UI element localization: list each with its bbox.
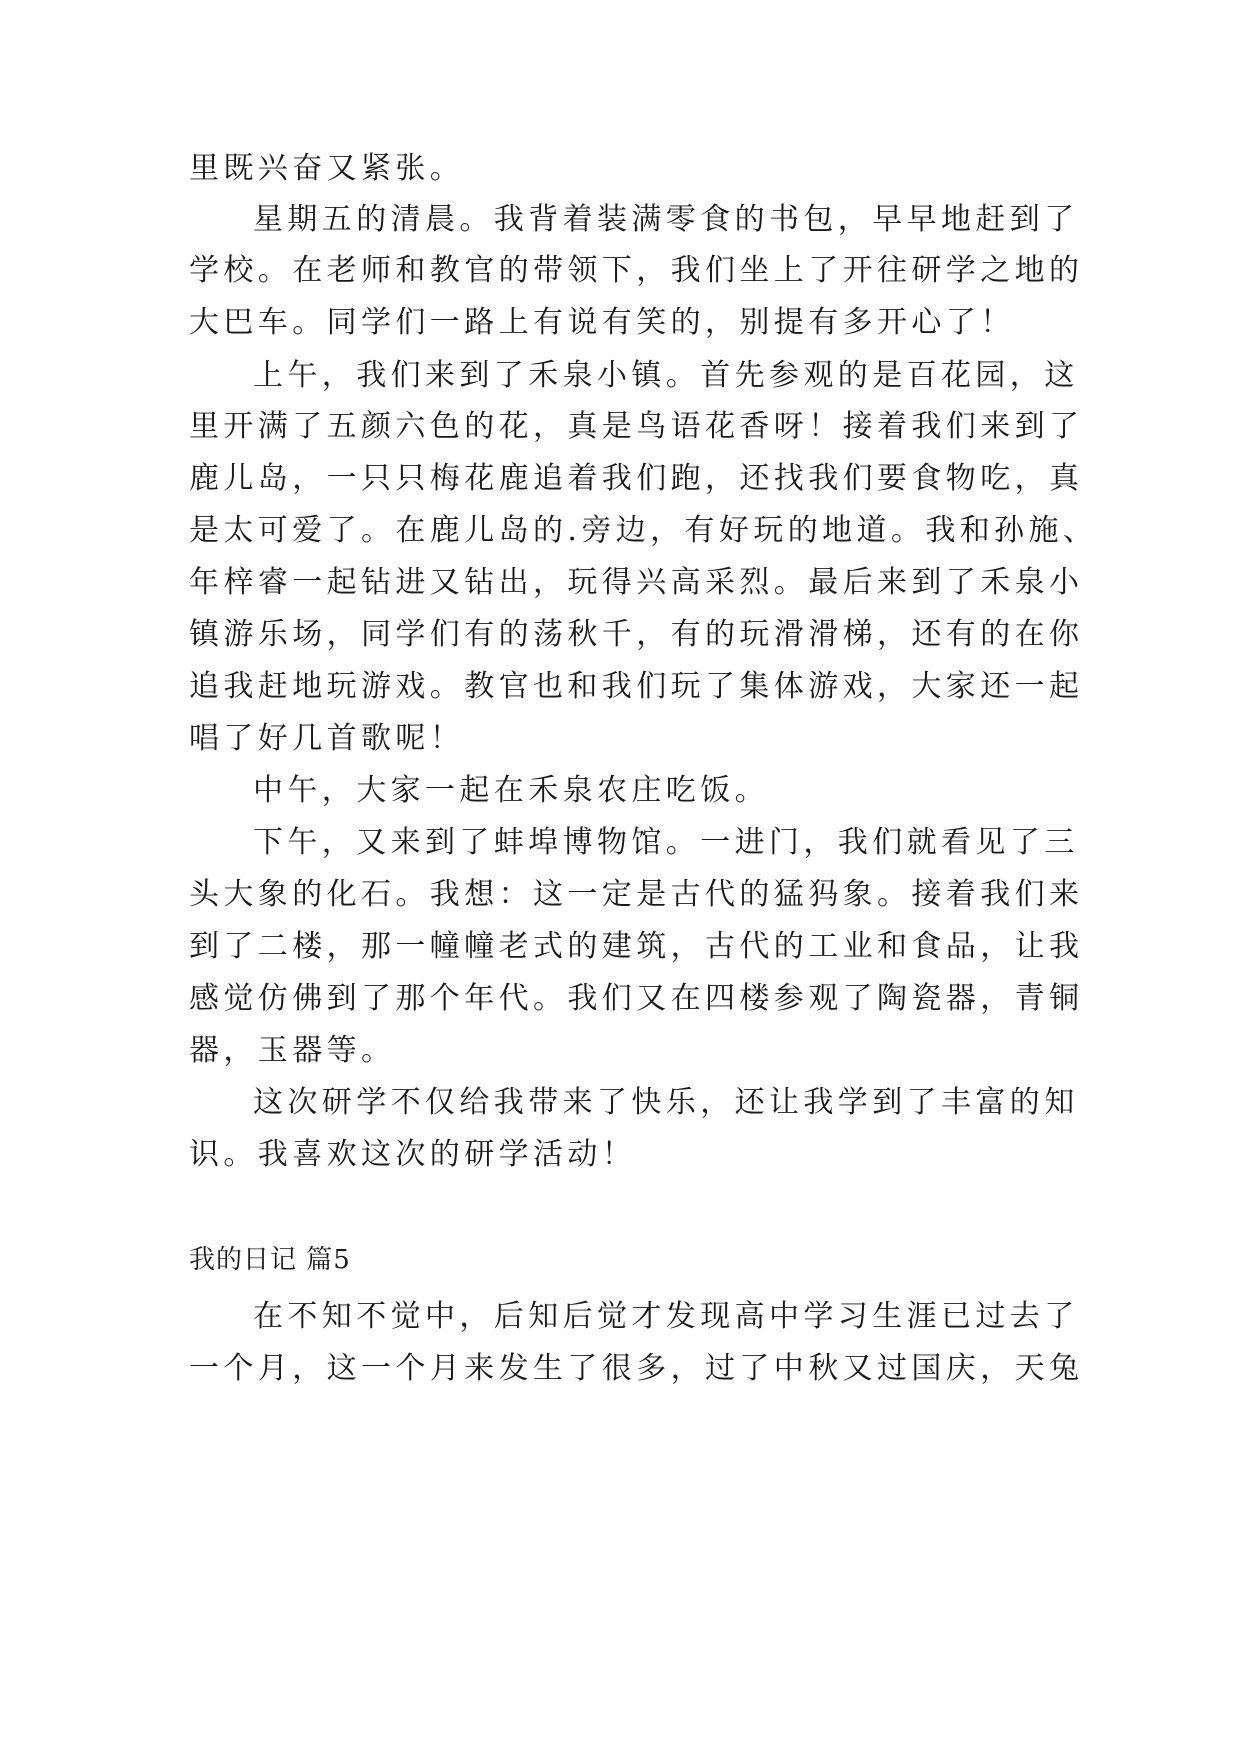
text-line: 学校。在老师和教官的带领下，我们坐上了开往研学之地的 (189, 253, 1084, 288)
paragraph-first-line: 在不知不觉中，后知后觉才发现高中学习生涯已过去了 (253, 1299, 1079, 1334)
text-line: 追我赶地玩游戏。教官也和我们玩了集体游戏，大家还一起 (189, 669, 1084, 704)
text-line: 到了二楼，那一幢幢老式的建筑，古代的工业和食品，让我 (189, 929, 1084, 964)
text-line: 一个月，这一个月来发生了很多，过了中秋又过国庆，天兔 (189, 1351, 1084, 1386)
paragraph-first-line: 这次研学不仅给我带来了快乐，还让我学到了丰富的知 (253, 1085, 1079, 1120)
text-line: 是太可爱了。在鹿儿岛的.旁边，有好玩的地道。我和孙施、 (189, 513, 1098, 548)
paragraph-first-line: 中午，大家一起在禾泉农庄吃饭。 (253, 773, 769, 808)
text-line: 感觉仿佛到了那个年代。我们又在四楼参观了陶瓷器，青铜 (189, 981, 1084, 1016)
text-line: 唱了好几首歌呢！ (189, 721, 465, 756)
text-line: 镇游乐场，同学们有的荡秋千，有的玩滑滑梯，还有的在你 (189, 617, 1084, 652)
text-line: 年梓睿一起钻进又钻出，玩得兴高采烈。最后来到了禾泉小 (189, 565, 1084, 600)
text-line: 里既兴奋又紧张。 (189, 151, 465, 186)
paragraph-first-line: 上午，我们来到了禾泉小镇。首先参观的是百花园，这 (253, 358, 1079, 393)
text-line: 头大象的化石。我想：这一定是古代的猛犸象。接着我们来 (189, 877, 1084, 912)
text-line: 鹿儿岛，一只只梅花鹿追着我们跑，还找我们要食物吃，真 (189, 461, 1084, 496)
text-line: 器，玉器等。 (189, 1033, 396, 1068)
paragraph-first-line: 下午，又来到了蚌埠博物馆。一进门，我们就看见了三 (253, 825, 1079, 860)
paragraph-first-line: 星期五的清晨。我背着装满零食的书包，早早地赶到了 (253, 202, 1079, 237)
text-line: 大巴车。同学们一路上有说有笑的，别提有多开心了！ (189, 305, 1015, 340)
text-line: 里开满了五颜六色的花，真是鸟语花香呀！接着我们来到了 (189, 409, 1084, 444)
section-heading: 我的日记 篇5 (189, 1245, 351, 1275)
text-line: 识。我喜欢这次的研学活动！ (189, 1137, 637, 1172)
